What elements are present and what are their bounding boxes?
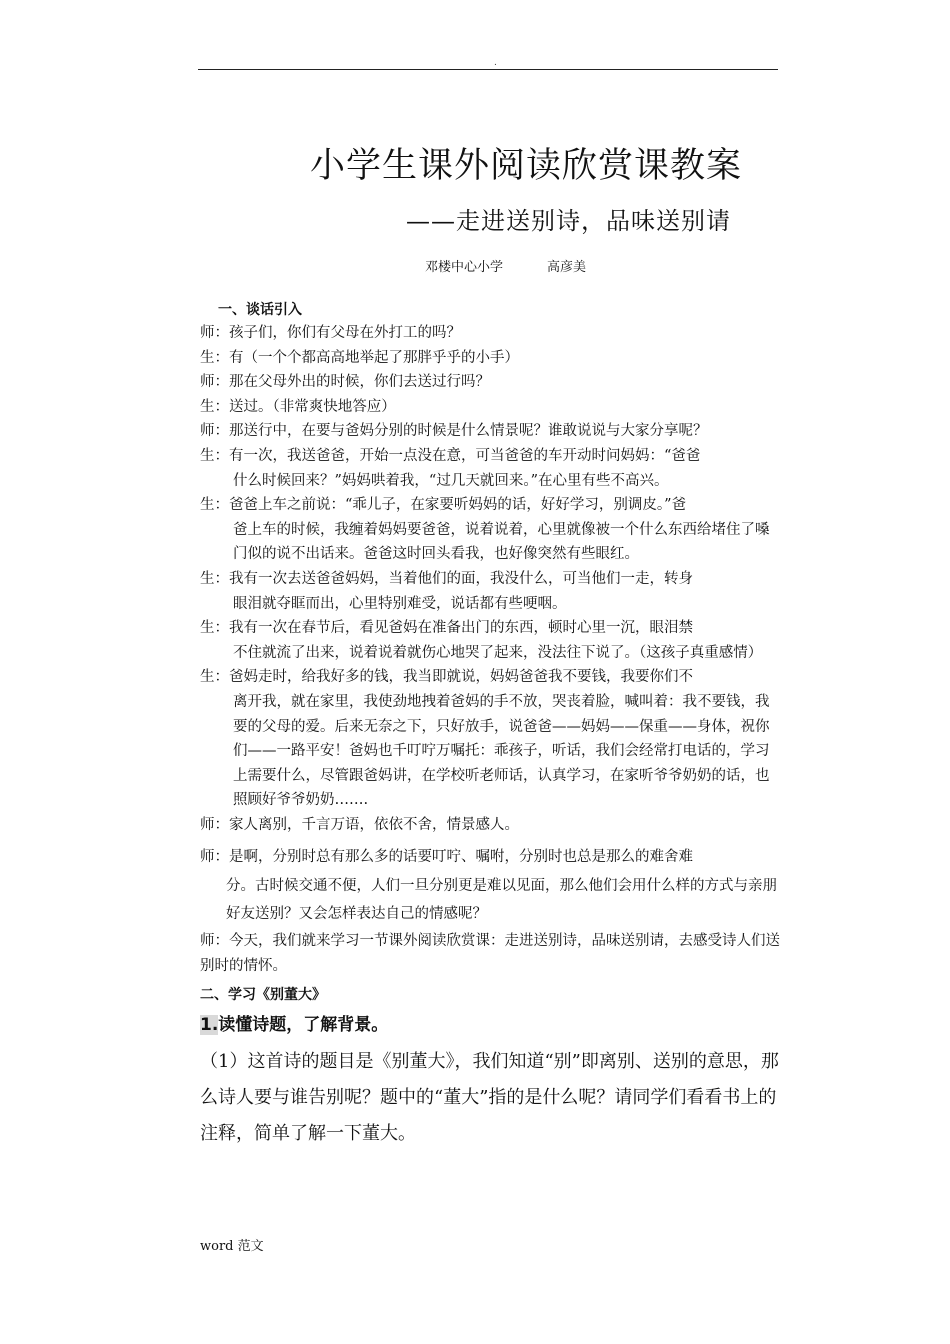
student-answer <box>200 665 780 813</box>
subsection-title: 读懂诗题，了解背景。 <box>218 1014 389 1035</box>
teacher-paragraph <box>200 843 780 929</box>
byline-author: 高彦美 <box>547 260 587 275</box>
header-rule <box>198 69 778 70</box>
page-subtitle: ——走进送别诗，品味送别请 <box>406 207 731 235</box>
question-paragraph: （1）这首诗的题目是《别董大》，我们知道“别”即离别、送别的意思，那么诗人要与谁告别呢？题中的“董大”指的是什么呢？请同学们看看书上的注释，简单了解一下董大。 <box>200 1050 779 1144</box>
section-heading-1: 一、谈话引入 <box>218 302 302 318</box>
teacher-first-line: 师：是啊，分别时总有那么多的话要叮咛、嘱咐，分别时也总是那么的难舍难 <box>200 849 693 866</box>
dialogue-line: 生：送过。（非常爽快地答应） <box>200 398 396 415</box>
answer-continuation: 不住就流了出来，说着说着就伤心地哭了起来，没法往下说了。（这孩子真重感情） <box>233 644 763 661</box>
page-title: 小学生课外阅读欣赏课教案 <box>310 146 743 186</box>
header-mark: . <box>494 58 497 68</box>
speaker-label: 生： <box>200 447 229 464</box>
student-answer <box>200 444 780 493</box>
subsection-heading <box>200 1008 780 1042</box>
speaker-label: 生： <box>200 669 229 686</box>
document-body <box>200 300 780 1170</box>
student-answer <box>200 616 780 665</box>
dialogue-line: 生：有（一个个都高高地举起了那胖乎乎的小手） <box>200 349 519 366</box>
speaker-label: 生： <box>200 570 229 587</box>
answer-continuation: 眼泪就夺眶而出，心里特别难受，说话都有些哽咽。 <box>233 595 567 612</box>
answer-first-line: 有一次，我送爸爸，开始一点没在意，可当爸爸的车开动时问妈妈：“爸爸 <box>229 447 701 464</box>
answer-first-line: 爸爸上车之前说：“乖儿子，在家要听妈妈的话，好好学习，别调皮。”爸 <box>229 497 687 514</box>
byline <box>425 256 586 275</box>
student-answer <box>200 567 780 616</box>
speaker-label: 生： <box>200 497 229 514</box>
dialogue-line: 师：孩子们，你们有父母在外打工的吗？ <box>200 325 461 341</box>
teacher-line: 师：家人离别，千言万语，依依不舍，情景感人。 <box>200 816 519 833</box>
answer-first-line: 我有一次在春节后，看见爸妈在准备出门的东西，顿时心里一沉，眼泪禁 <box>229 620 693 637</box>
answer-first-line: 我有一次去送爸爸妈妈，当着他们的面，我没什么，可当他们一走，转身 <box>229 570 693 587</box>
dialogue-line: 师：那送行中，在要与爸妈分别的时候是什么情景呢？谁敢说说与大家分享呢？ <box>200 423 708 440</box>
student-answer <box>200 493 780 567</box>
speaker-label: 生： <box>200 620 229 637</box>
dialogue-line: 师：那在父母外出的时候，你们去送过行吗？ <box>200 374 490 391</box>
byline-school: 邓楼中心小学 <box>425 260 504 275</box>
answer-continuation: 什么时候回来？”妈妈哄着我，“过几天就回来。”在心里有些不高兴。 <box>233 472 669 489</box>
teacher-intro-paragraph: 师：今天，我们就来学习一节课外阅读欣赏课：走进送别诗，品味送别请，去感受诗人们送别时的情怀。 <box>200 932 780 974</box>
answer-continuation: 爸上车的时候，我缠着妈妈要爸爸，说着说着，心里就像被一个什么东西给堵住了嗓门似的说不出话来。爸爸这时回头看我，也好像突然有些眼红。 <box>233 521 770 563</box>
teacher-continuation: 分。古时候交通不便，人们一旦分别更是难以见面，那么他们会用什么样的方式与亲朋好友送别？又会怎样表达自己的情感呢？ <box>226 877 777 923</box>
answer-first-line: 爸妈走时，给我好多的钱，我当即就说，妈妈爸爸我不要钱，我要你们不 <box>229 669 693 686</box>
subsection-number: 1. <box>200 1014 219 1035</box>
footer-text: word 范文 <box>200 1239 264 1254</box>
answer-continuation: 离开我，就在家里，我使劲地拽着爸妈的手不放，哭丧着脸，喊叫着：我不要钱，我要的父母的爱。后来无奈之下，只好放手，说爸爸——妈妈——保重——身体，祝你们——一路平安！爸妈也千叮咛万嘱托：乖孩子，听话，我们会经常打电话的，学习上需要什么，尽管跟爸妈讲，在学校听老师话，认真学习，在家听爷爷奶奶的话，也照顾好爷爷奶奶……. <box>233 693 770 809</box>
section-heading-2: 二、学习《别董大》 <box>200 986 326 1003</box>
